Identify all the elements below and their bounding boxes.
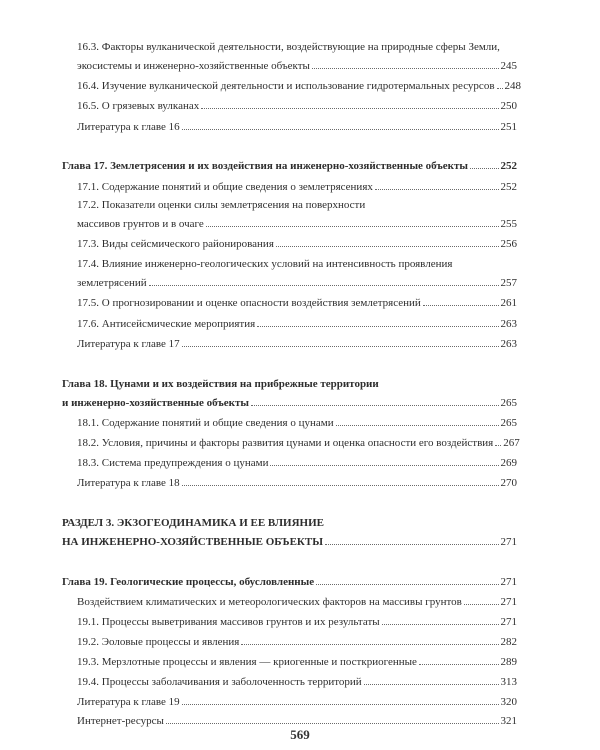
toc-entry-17-5[interactable]: 17.5. О прогнозировании и оценке опасности воздействия землетрясений 261 — [77, 297, 517, 309]
toc-entry-19-3[interactable]: 19.3. Мерзлотные процессы и явления — криогенные и посткриогенные 289 — [77, 656, 517, 668]
page-ref: 251 — [500, 121, 517, 133]
page-ref: 270 — [500, 477, 517, 489]
dot-leader — [182, 129, 499, 130]
page-ref: 263 — [500, 338, 517, 350]
dot-leader — [497, 88, 503, 89]
toc-entry-lit-17[interactable]: Литература к главе 17 263 — [77, 338, 517, 350]
dot-leader — [206, 226, 499, 227]
page-number: 569 — [290, 727, 310, 742]
page-ref: 321 — [500, 715, 517, 727]
dot-leader — [182, 704, 499, 705]
page-ref: 256 — [500, 238, 517, 250]
dot-leader — [495, 445, 501, 446]
dot-leader — [316, 584, 498, 585]
toc-chapter-18-line1: Глава 18. Цунами и их воздействия на прибрежные территории — [62, 378, 379, 390]
toc-entry-lit-16[interactable]: Литература к главе 16 251 — [77, 121, 517, 133]
page-ref: 261 — [500, 297, 517, 309]
dot-leader — [149, 285, 499, 286]
toc-entry-lit-19[interactable]: Литература к главе 19 320 — [77, 696, 517, 708]
toc-chapter-17[interactable]: Глава 17. Землетрясения и их воздействия на инженерно-хозяйственные объекты 252 — [62, 160, 517, 172]
dot-leader — [166, 723, 499, 724]
page-ref: 271 — [500, 536, 517, 548]
dot-leader — [312, 68, 499, 69]
toc-entry-16-3[interactable]: экосистемы и инженерно-хозяйственные объекты 245 — [77, 60, 517, 72]
dot-leader — [241, 644, 498, 645]
dot-leader — [470, 168, 498, 169]
page-ref: 313 — [500, 676, 517, 688]
toc-entry-17-4-line1: 17.4. Влияние инженерно-геологических условий на интенсивность проявления — [77, 258, 453, 270]
toc-entry-19-1[interactable]: 19.1. Процессы выветривания массивов грунтов и их результаты 271 — [77, 616, 517, 628]
toc-entry-18-3[interactable]: 18.3. Система предупреждения о цунами 269 — [77, 457, 517, 469]
page-ref: 320 — [500, 696, 517, 708]
page-ref: 252 — [500, 181, 517, 193]
page-ref: 271 — [500, 616, 517, 628]
toc-entry-16-5[interactable]: 16.5. О грязевых вулканах 250 — [77, 100, 517, 112]
dot-leader — [325, 544, 498, 545]
page-ref: 248 — [504, 80, 522, 92]
page-ref: 267 — [503, 437, 520, 449]
dot-leader — [419, 664, 499, 665]
toc-entry-17-1[interactable]: 17.1. Содержание понятий и общие сведения о землетрясениях 252 — [77, 181, 517, 193]
toc-entry-web-resources[interactable]: Интернет-ресурсы 321 — [77, 715, 517, 727]
page-ref: 263 — [500, 318, 517, 330]
toc-entry-19-2[interactable]: 19.2. Эоловые процессы и явления 282 — [77, 636, 517, 648]
dot-leader — [251, 405, 499, 406]
toc-entry-18-2[interactable]: 18.2. Условия, причины и факторы развития цунами и оценка опасности его воздействия 267 — [77, 437, 520, 449]
dot-leader — [423, 305, 499, 306]
dot-leader — [201, 108, 498, 109]
page-ref: 269 — [500, 457, 517, 469]
page-ref: 271 — [500, 576, 517, 588]
page-ref: 245 — [500, 60, 517, 72]
toc-entry-lit-18[interactable]: Литература к главе 18 270 — [77, 477, 517, 489]
dot-leader — [182, 346, 499, 347]
toc-entry-17-2[interactable]: массивов грунтов и в очаге 255 — [77, 218, 517, 230]
toc-entry-16-4[interactable]: 16.4. Изучение вулканической деятельности и использование гидротермальных ресурсов 248 — [77, 80, 522, 92]
dot-leader — [375, 189, 499, 190]
toc-entry-19-intro[interactable]: Воздействием климатических и метеорологических факторов на массивы грунтов 271 — [77, 596, 517, 608]
page-ref: 255 — [500, 218, 517, 230]
toc-entry-17-4[interactable]: землетрясений 257 — [77, 277, 517, 289]
toc-entry-17-6[interactable]: 17.6. Антисейсмические мероприятия 263 — [77, 318, 517, 330]
toc-entry-19-4[interactable]: 19.4. Процессы заболачивания и заболоченность территорий 313 — [77, 676, 517, 688]
toc-chapter-19[interactable]: Глава 19. Геологические процессы, обусловленные 271 — [62, 576, 517, 588]
dot-leader — [382, 624, 499, 625]
dot-leader — [336, 425, 499, 426]
dot-leader — [270, 465, 498, 466]
page-ref: 282 — [500, 636, 517, 648]
page-ref: 250 — [500, 100, 517, 112]
dot-leader — [464, 604, 499, 605]
page-ref: 265 — [500, 397, 517, 409]
dot-leader — [276, 246, 499, 247]
toc-entry-16-3-line1: 16.3. Факторы вулканической деятельности, воздействующие на природные сферы Земли, — [77, 41, 500, 53]
toc-chapter-18[interactable]: и инженерно-хозяйственные объекты 265 — [62, 397, 517, 409]
page-ref: 252 — [500, 160, 517, 172]
toc-section-3[interactable]: НА ИНЖЕНЕРНО-ХОЗЯЙСТВЕННЫЕ ОБЪЕКТЫ 271 — [62, 536, 517, 548]
page-ref: 265 — [500, 417, 517, 429]
toc-entry-17-2-line1: 17.2. Показатели оценки силы землетрясения на поверхности — [77, 199, 366, 211]
dot-leader — [257, 326, 498, 327]
toc-section-3-line1: РАЗДЕЛ 3. ЭКЗОГЕОДИНАМИКА И ЕЕ ВЛИЯНИЕ — [62, 517, 324, 529]
dot-leader — [364, 684, 499, 685]
page-ref: 271 — [500, 596, 517, 608]
page-ref: 257 — [500, 277, 517, 289]
dot-leader — [182, 485, 499, 486]
toc-entry-17-3[interactable]: 17.3. Виды сейсмического районирования 256 — [77, 238, 517, 250]
page-ref: 289 — [500, 656, 517, 668]
toc-entry-18-1[interactable]: 18.1. Содержание понятий и общие сведения о цунами 265 — [77, 417, 517, 429]
